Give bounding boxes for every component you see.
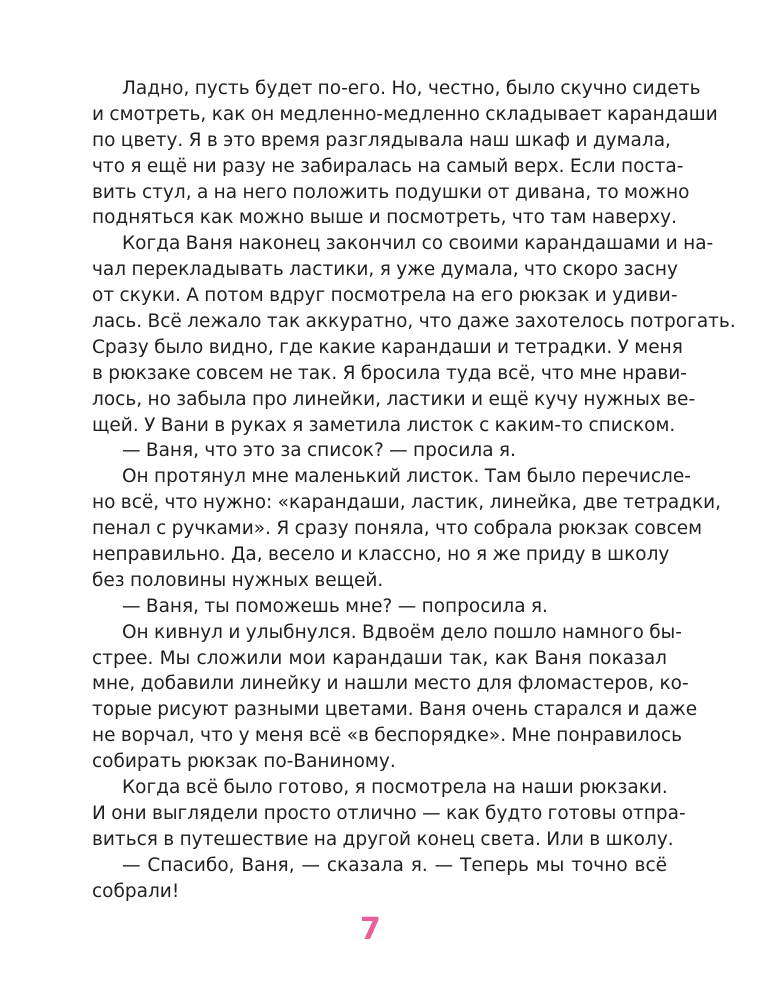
text-line: — Ваня, ты поможешь мне? — попросила я. [122,595,548,617]
text-line: щей. У Вани в руках я заметила листок с каким-то списком. [92,414,676,436]
text-line: но всё, что нужно: «карандаши, ластик, линейка, две тетрадки, [92,492,722,514]
text-line: стрее. Мы сложили мои карандаши так, как Ваня показал [92,647,667,669]
text-line: виться в путешествие на другой конец света. Или в школу. [92,828,674,850]
text-line: Ладно, пусть будет по-его. Но, честно, было скучно сидеть [122,78,701,99]
text-line: чал перекладывать ластики, я уже думала, что скоро засну [92,259,678,281]
story-text [92,76,736,905]
text-line: Когда Ваня наконец закончил со своими карандашами и на- [122,233,714,255]
text-line: от скуки. А потом вдруг посмотрела на его рюкзак и удиви- [92,285,678,307]
text-line: в рюкзаке совсем не так. Я бросила туда всё, что мне нрави- [92,362,687,384]
text-line: и смотреть, как он медленно-медленно складывает карандаши [92,103,718,125]
text-line: не ворчал, что у меня всё «в беспорядке». Мне понравилось [92,725,683,747]
text-line: Когда всё было готово, я посмотрела на наши рюкзаки. [122,777,668,799]
text-line: пенал с ручками». Я сразу поняла, что собрала рюкзак совсем [92,518,703,540]
text-line: Он протянул мне маленький листок. Там было перечисле- [122,466,691,488]
text-line: подняться как можно выше и посмотреть, что там наверху. [92,207,677,229]
text-line: Сразу было видно, где какие карандаши и тетрадки. У меня [92,336,683,358]
text-line: без половины нужных вещей. [92,569,384,591]
text-line: — Спасибо, Ваня, — сказала я. — Теперь мы точно всё [122,854,667,876]
text-line: лась. Всё лежало так аккуратно, что даже захотелось потрогать. [92,311,736,333]
text-line: торые рисуют разными цветами. Ваня очень старался и даже [92,699,698,721]
text-line: — Ваня, что это за список? — просила я. [122,440,516,462]
text-line: собирать рюкзак по-Ваниному. [92,751,396,773]
text-line: И они выглядели просто отлично — как будто готовы отпра- [92,802,686,824]
text-line: Он кивнул и улыбнулся. Вдвоём дело пошло намного бы- [122,621,682,643]
page-number: 7 [360,912,381,947]
text-line: лось, но забыла про линейки, ластики и ещё кучу нужных ве- [92,388,696,410]
text-line: вить стул, а на него положить подушки от дивана, то можно [92,181,690,203]
text-line: собрали! [92,880,180,902]
text-line: мне, добавили линейку и нашли место для фломастеров, ко- [92,673,689,695]
text-line: по цвету. Я в это время разглядывала наш шкаф и думала, [92,129,671,151]
text-line: что я ещё ни разу не забиралась на самый верх. Если поста- [92,155,684,177]
text-line: неправильно. Да, весело и классно, но я же приду в школу [92,544,670,566]
